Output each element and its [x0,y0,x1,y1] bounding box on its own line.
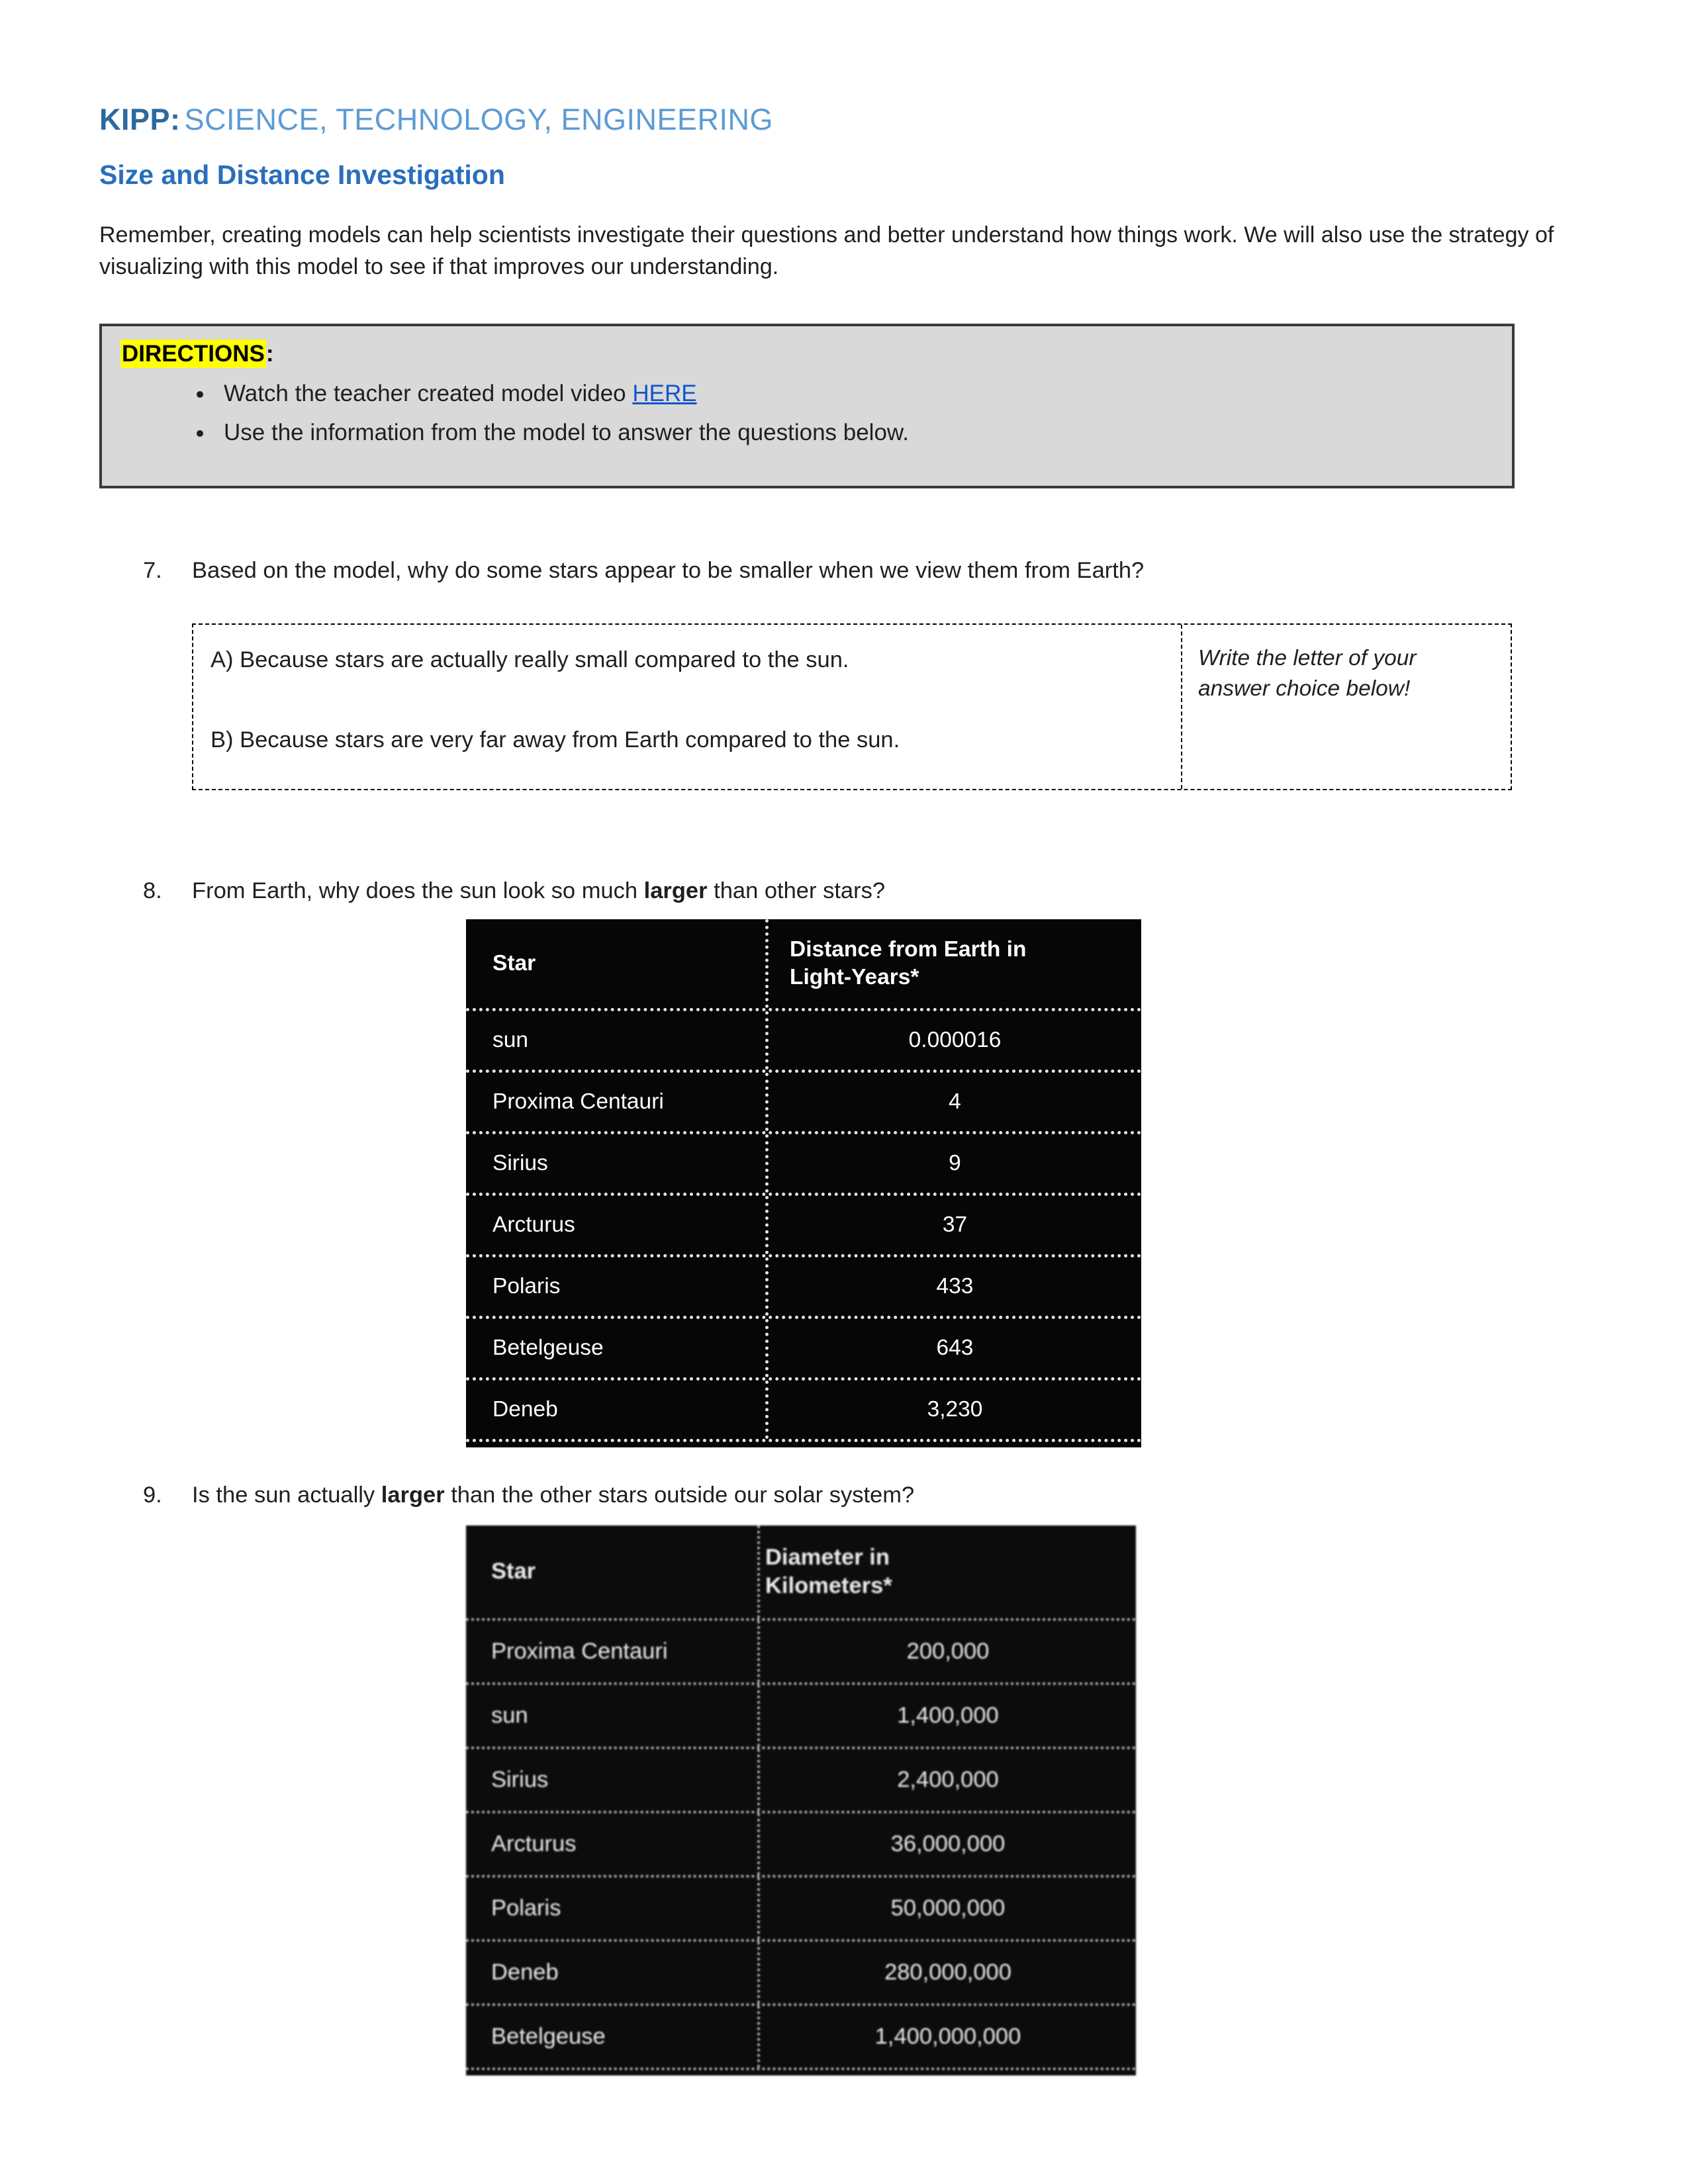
table-row [466,1073,1141,1134]
table-row [466,1685,1136,1749]
star-diameter: 280,000,000 [757,1942,1136,2003]
directions-colon: : [265,341,274,367]
q7-options [193,625,1181,789]
table-row [466,1942,1136,2006]
question-9-text [192,1479,1582,1511]
star-name: sun [491,1703,528,1729]
table-row [466,1621,1136,1685]
star-name: Proxima Centauri [492,1089,664,1114]
table-row [466,1011,1141,1073]
diameter-table-header-value [757,1525,1136,1618]
diameter-table-header-value-text: Diameter in Kilometers* [765,1544,892,1598]
question-9-text-pre: Is the sun actually [192,1482,381,1508]
star-distance: 433 [765,1257,1141,1316]
kipp-logo-colon: : [170,103,181,136]
star-name: Arcturus [491,1831,577,1857]
question-8-text-pre: From Earth, why does the sun look so much [192,878,644,904]
star-distance: 3,230 [765,1381,1141,1439]
q7-option-a: A) Because stars are actually really small compared to the sun. [211,647,849,673]
star-name: Polaris [491,1895,561,1921]
brand-subtitle: SCIENCE, TECHNOLOGY, ENGINEERING [184,103,774,136]
directions-item-video-text: Watch the teacher created model video [224,381,633,407]
question-8-text [192,875,1582,907]
star-diameter: 1,400,000 [757,1685,1136,1747]
intro-paragraph: Remember, creating models can help scientists investigate their questions and better understand how things work. We will also use the strategy of visualizing with this model to see if that improves our understanding. [99,222,1554,279]
table-row [466,1196,1141,1257]
diameter-table [466,1525,1136,2075]
star-diameter: 200,000 [757,1621,1136,1682]
question-7-number: 7. [143,558,162,584]
star-diameter: 2,400,000 [757,1749,1136,1811]
star-name: Proxima Centauri [491,1639,668,1664]
diameter-table-header-row [466,1525,1136,1621]
star-name: Polaris [492,1273,561,1298]
distance-table [466,919,1141,1447]
kipp-logo-text: KIPP [99,103,171,136]
directions-label-highlight: DIRECTIONS [122,341,265,367]
question-8 [99,875,1589,907]
distance-table-header-row [466,919,1141,1011]
distance-table-header-star: Star [492,950,536,976]
star-name: Deneb [492,1396,558,1422]
directions-box [99,324,1515,488]
page-title: Size and Distance Investigation [99,159,505,190]
question-9-text-post: than the other stars outside our solar system? [444,1482,915,1508]
table-row [466,1319,1141,1381]
question-8-number: 8. [143,878,162,904]
table-row [466,1381,1141,1442]
table-row [466,1257,1141,1319]
question-8-text-post: than other stars? [707,878,886,904]
question-9 [99,1479,1589,1511]
question-9-text-bold: larger [381,1482,445,1508]
directions-item-info-text: Use the information from the model to answer the questions below. [224,419,909,445]
table-row [466,1749,1136,1813]
video-here-link[interactable]: HERE [632,381,697,407]
star-name: Deneb [491,1960,559,1985]
distance-table-header-value-text: Distance from Earth in Light-Years* [790,936,1027,989]
table-row [466,2006,1136,2070]
directions-item-info [214,416,1489,451]
q7-answer-prompt: Write the letter of your answer choice below! [1198,646,1417,701]
distance-table-header-value [765,919,1141,1008]
table-row [466,1813,1136,1878]
directions-label [120,341,1489,367]
table-row [466,1134,1141,1196]
star-diameter: 1,400,000,000 [757,2006,1136,2068]
star-distance: 9 [765,1134,1141,1193]
q7-answer-entry-cell[interactable] [1181,625,1511,789]
star-distance: 0.000016 [765,1011,1141,1069]
star-name: Betelgeuse [492,1335,604,1360]
diameter-table-header-star: Star [491,1559,536,1584]
question-7 [99,555,1589,586]
directions-item-video [214,377,1489,412]
brand-header [99,103,1589,137]
star-name: Arcturus [492,1212,575,1237]
star-distance: 643 [765,1319,1141,1377]
q7-option-b: B) Because stars are very far away from Earth compared to the sun. [211,727,900,753]
star-name: Sirius [492,1150,548,1175]
star-name: Sirius [491,1767,549,1793]
question-9-number: 9. [143,1482,162,1508]
question-7-text: Based on the model, why do some stars appear to be smaller when we view them from Earth? [192,558,1145,584]
directions-list [120,377,1489,450]
q7-answer-box [192,623,1512,790]
question-8-text-bold: larger [643,878,708,904]
star-diameter: 50,000,000 [757,1878,1136,1939]
star-distance: 4 [765,1073,1141,1131]
star-name: sun [492,1027,529,1052]
table-row [466,1878,1136,1942]
star-diameter: 36,000,000 [757,1813,1136,1875]
star-name: Betelgeuse [491,2024,606,2050]
star-distance: 37 [765,1196,1141,1254]
